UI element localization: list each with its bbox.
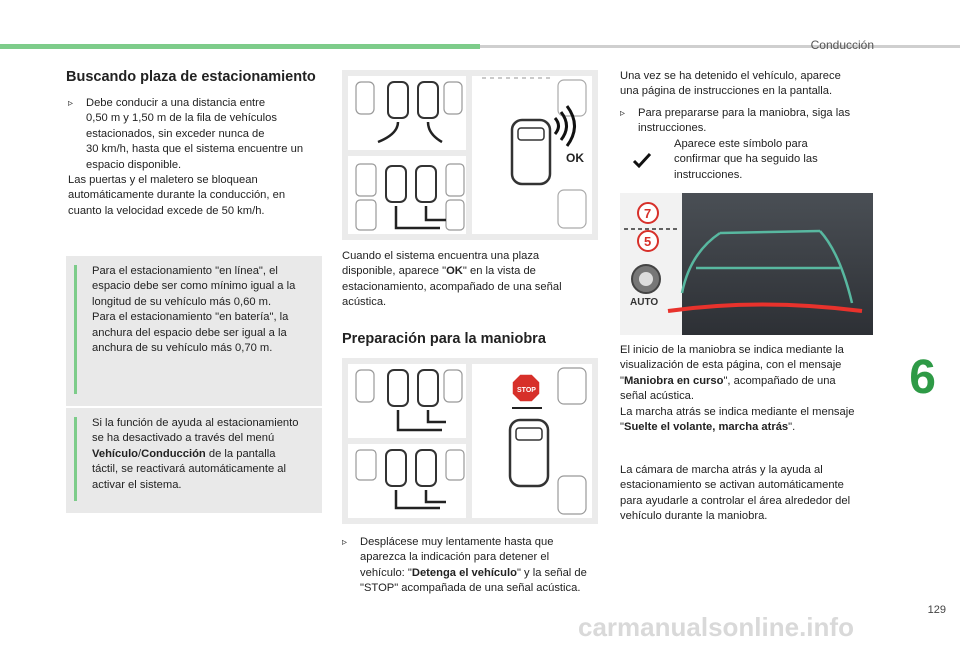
reverse-camera-view — [620, 193, 873, 335]
header-divider — [480, 45, 960, 48]
menu-name-vehiculo: Vehículo — [92, 447, 139, 460]
ok-label: OK — [446, 265, 463, 278]
paragraph-locking — [68, 173, 330, 219]
text-line: La marcha atrás se indica mediante el mensaje — [620, 405, 855, 418]
paragraph-instructions — [620, 69, 882, 100]
check-explanation — [674, 137, 874, 183]
text-run: " — [620, 374, 624, 387]
text-line: cuanto la velocidad excede de 50 km/h. — [68, 204, 265, 217]
text-line: táctil, se reactivará automáticamente al — [92, 463, 287, 476]
text-line: Desplácese muy lentamente hasta que — [360, 536, 554, 548]
text-line: Para el estacionamiento "en línea", el — [92, 265, 278, 277]
bullet-distance — [68, 96, 330, 173]
text-line — [342, 264, 598, 279]
text-line: se ha desactivado a través del menú — [92, 432, 275, 445]
chapter-title: Conducción — [810, 38, 874, 52]
text-run: ", acompañado de una — [723, 374, 836, 387]
triangle-bullet-icon: ▹ — [342, 537, 348, 548]
illustration-ok-screen — [342, 70, 598, 240]
text-line: visualización de esta página, con el mensaje — [620, 359, 842, 372]
stop-sign-text: STOP — [517, 387, 536, 394]
text-run: vehículo: " — [360, 566, 412, 579]
text-run: " — [620, 421, 624, 434]
ok-badge: OK — [566, 151, 584, 165]
text-line: La cámara de marcha atrás y la ayuda al — [620, 464, 823, 476]
text-line: para ayudarle a controlar el área alrededor del — [620, 494, 851, 507]
text-line: anchura del espacio debe ser igual a la — [92, 326, 287, 339]
text-run: " y la señal de — [516, 566, 587, 579]
illustration-stop-screen — [342, 358, 598, 524]
checkmark-icon — [632, 151, 652, 174]
bullet-line: espacio disponible. — [86, 158, 182, 171]
text-line: Las puertas y el maletero se bloquean — [68, 174, 258, 186]
text-line: instrucciones. — [674, 168, 743, 181]
bullet-stop — [342, 535, 598, 597]
paragraph-camera — [620, 463, 882, 525]
text-line: confirmar que ha seguido las — [674, 153, 818, 166]
text-line — [92, 447, 314, 462]
text-line: Para prepararse para la maniobra, siga las — [638, 107, 851, 119]
text-line: Aparece este símbolo para — [674, 138, 808, 150]
text-line: estacionamiento se activan automáticamente — [620, 479, 844, 492]
text-line: Para el estacionamiento "en batería", la — [92, 311, 289, 324]
maneuver-message: Maniobra en curso — [623, 374, 724, 387]
watermark: carmanualsonline.info — [578, 612, 854, 642]
camera-guidelines — [620, 193, 873, 335]
text-line: El inicio de la maniobra se indica mediante la — [620, 344, 844, 356]
text-line: anchura de su vehículo más 0,70 m. — [92, 342, 273, 355]
distance-number-5: 5 — [644, 234, 652, 249]
text-line: longitud de su vehículo más 0,60 m. — [92, 295, 272, 308]
stop-message: Detenga el vehículo — [411, 566, 517, 579]
bullet-line: estacionados, sin exceder nunca de — [86, 127, 265, 140]
distance-number-7: 7 — [644, 206, 652, 221]
text-line: Si la función de ayuda al estacionamiento — [92, 417, 299, 429]
note-dimensions — [66, 256, 322, 406]
text-line — [620, 374, 882, 389]
bullet-line: 0,50 m y 1,50 m de la fila de vehículos — [86, 112, 277, 125]
menu-name-conduccion: Conducción — [141, 447, 206, 460]
text-run: ". — [788, 421, 796, 434]
note-accent-bar — [74, 265, 77, 394]
text-line: una página de instrucciones en la pantalla. — [620, 85, 833, 98]
reverse-message: Suelte el volante, marcha atrás — [623, 421, 789, 434]
text-line: señal acústica. — [620, 390, 695, 403]
bullet-line: Debe conducir a una distancia entre — [86, 97, 266, 109]
note-accent-bar — [74, 417, 77, 501]
paragraph-maneuver-start — [620, 343, 882, 435]
text-line: Cuando el sistema encuentra una plaza — [342, 250, 540, 262]
text-line — [620, 420, 882, 435]
triangle-bullet-icon: ▹ — [68, 98, 74, 109]
note-reactivation — [66, 408, 322, 513]
text-line: estacionamiento, acompañado de una señal — [342, 280, 562, 293]
text-run: de la pantalla — [205, 447, 276, 460]
bullet-follow-instructions — [620, 106, 882, 137]
text-line: "STOP" acompañada de una señal acústica. — [360, 582, 581, 595]
page-number: 129 — [927, 604, 946, 616]
bullet-line: 30 km/h, hasta que el sistema encuentre un — [86, 143, 304, 156]
text-line: activar el sistema. — [92, 478, 182, 491]
text-line — [360, 566, 598, 581]
text-run: " en la vista de — [462, 265, 536, 278]
chapter-number: 6 — [909, 351, 936, 404]
text-line: acústica. — [342, 296, 387, 309]
triangle-bullet-icon: ▹ — [620, 108, 626, 119]
auto-label: AUTO — [630, 297, 659, 308]
caption-ok — [342, 249, 598, 311]
text-line: vehículo durante la maniobra. — [620, 510, 768, 523]
slash: / — [138, 447, 142, 460]
text-line: espacio debe ser como mínimo igual a la — [92, 280, 296, 293]
steering-wheel-icon — [632, 265, 660, 293]
section-heading-preparation: Preparación para la maniobra — [342, 331, 546, 347]
text-line: aparezca la indicación para detener el — [360, 551, 550, 564]
section-heading-search: Buscando plaza de estacionamiento — [66, 69, 316, 85]
parking-diagram-stop — [342, 358, 598, 524]
parking-diagram-ok — [342, 70, 598, 240]
text-run: disponible, aparece " — [342, 265, 447, 278]
text-line: Una vez se ha detenido el vehículo, aparece — [620, 70, 841, 82]
text-line: automáticamente durante la conducción, en — [68, 189, 286, 202]
header-accent-bar — [0, 44, 480, 49]
text-line: instrucciones. — [638, 122, 707, 135]
